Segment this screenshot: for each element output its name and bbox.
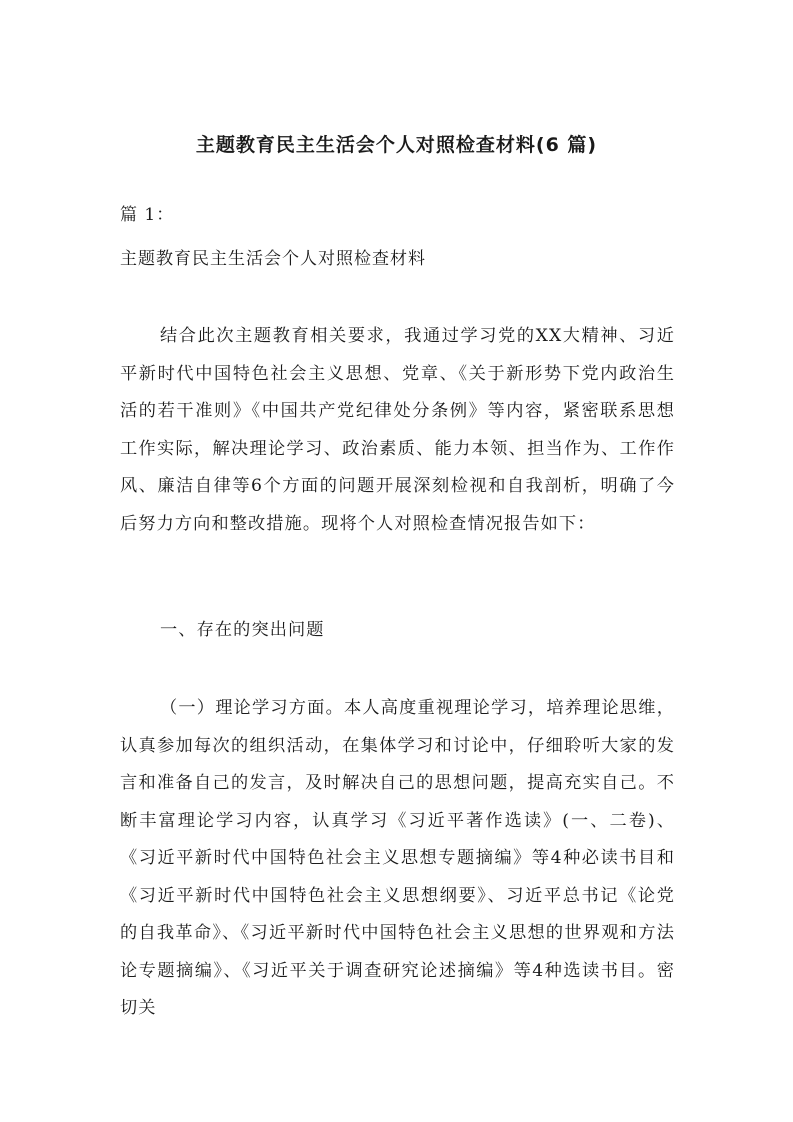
intro-paragraph: 结合此次主题教育相关要求，我通过学习党的XX大精神、习近平新时代中国特色社会主义思想、党章、《关于新形势下党内政治生活的若干准则》《中国共产党纪律处分条例》等内容，紧密联系思想工作实际，解决理论学习、政治素质、能力本领、担当作为、工作作风、廉洁自律等6个方面的问题开展深刻检视和自我剖析，明确了今后努力方向和整改措施。现将个人对照检查情况报告如下： xyxy=(120,326,675,534)
body-paragraph: （一）理论学习方面。本人高度重视理论学习，培养理论思维，认真参加每次的组织活动，在集体学习和讨论中，仔细聆听大家的发言和准备自己的发言，及时解决自己的思想问题，提高充实自己。不断丰富理论学习内容，认真学习《习近平著作选读》(一、二卷)、《习近平新时代中国特色社会主义思想专题摘编》等4种必读书目和《习近平新时代中国特色社会主义思想纲要》、习近平总书记《论党的自我革命》、《习近平新时代中国特色社会主义思想的世界观和方法论专题摘编》、《习近平关于调查研究论述摘编》等4种选读书目。密切关 xyxy=(120,698,675,1018)
section-heading: 一、存在的突出问题 xyxy=(160,620,325,640)
document-subtitle: 主题教育民主生活会个人对照检查材料 xyxy=(120,249,426,269)
section-label: 篇 1： xyxy=(120,205,175,225)
document-title: 主题教育民主生活会个人对照检查材料(6 篇) xyxy=(195,134,598,156)
